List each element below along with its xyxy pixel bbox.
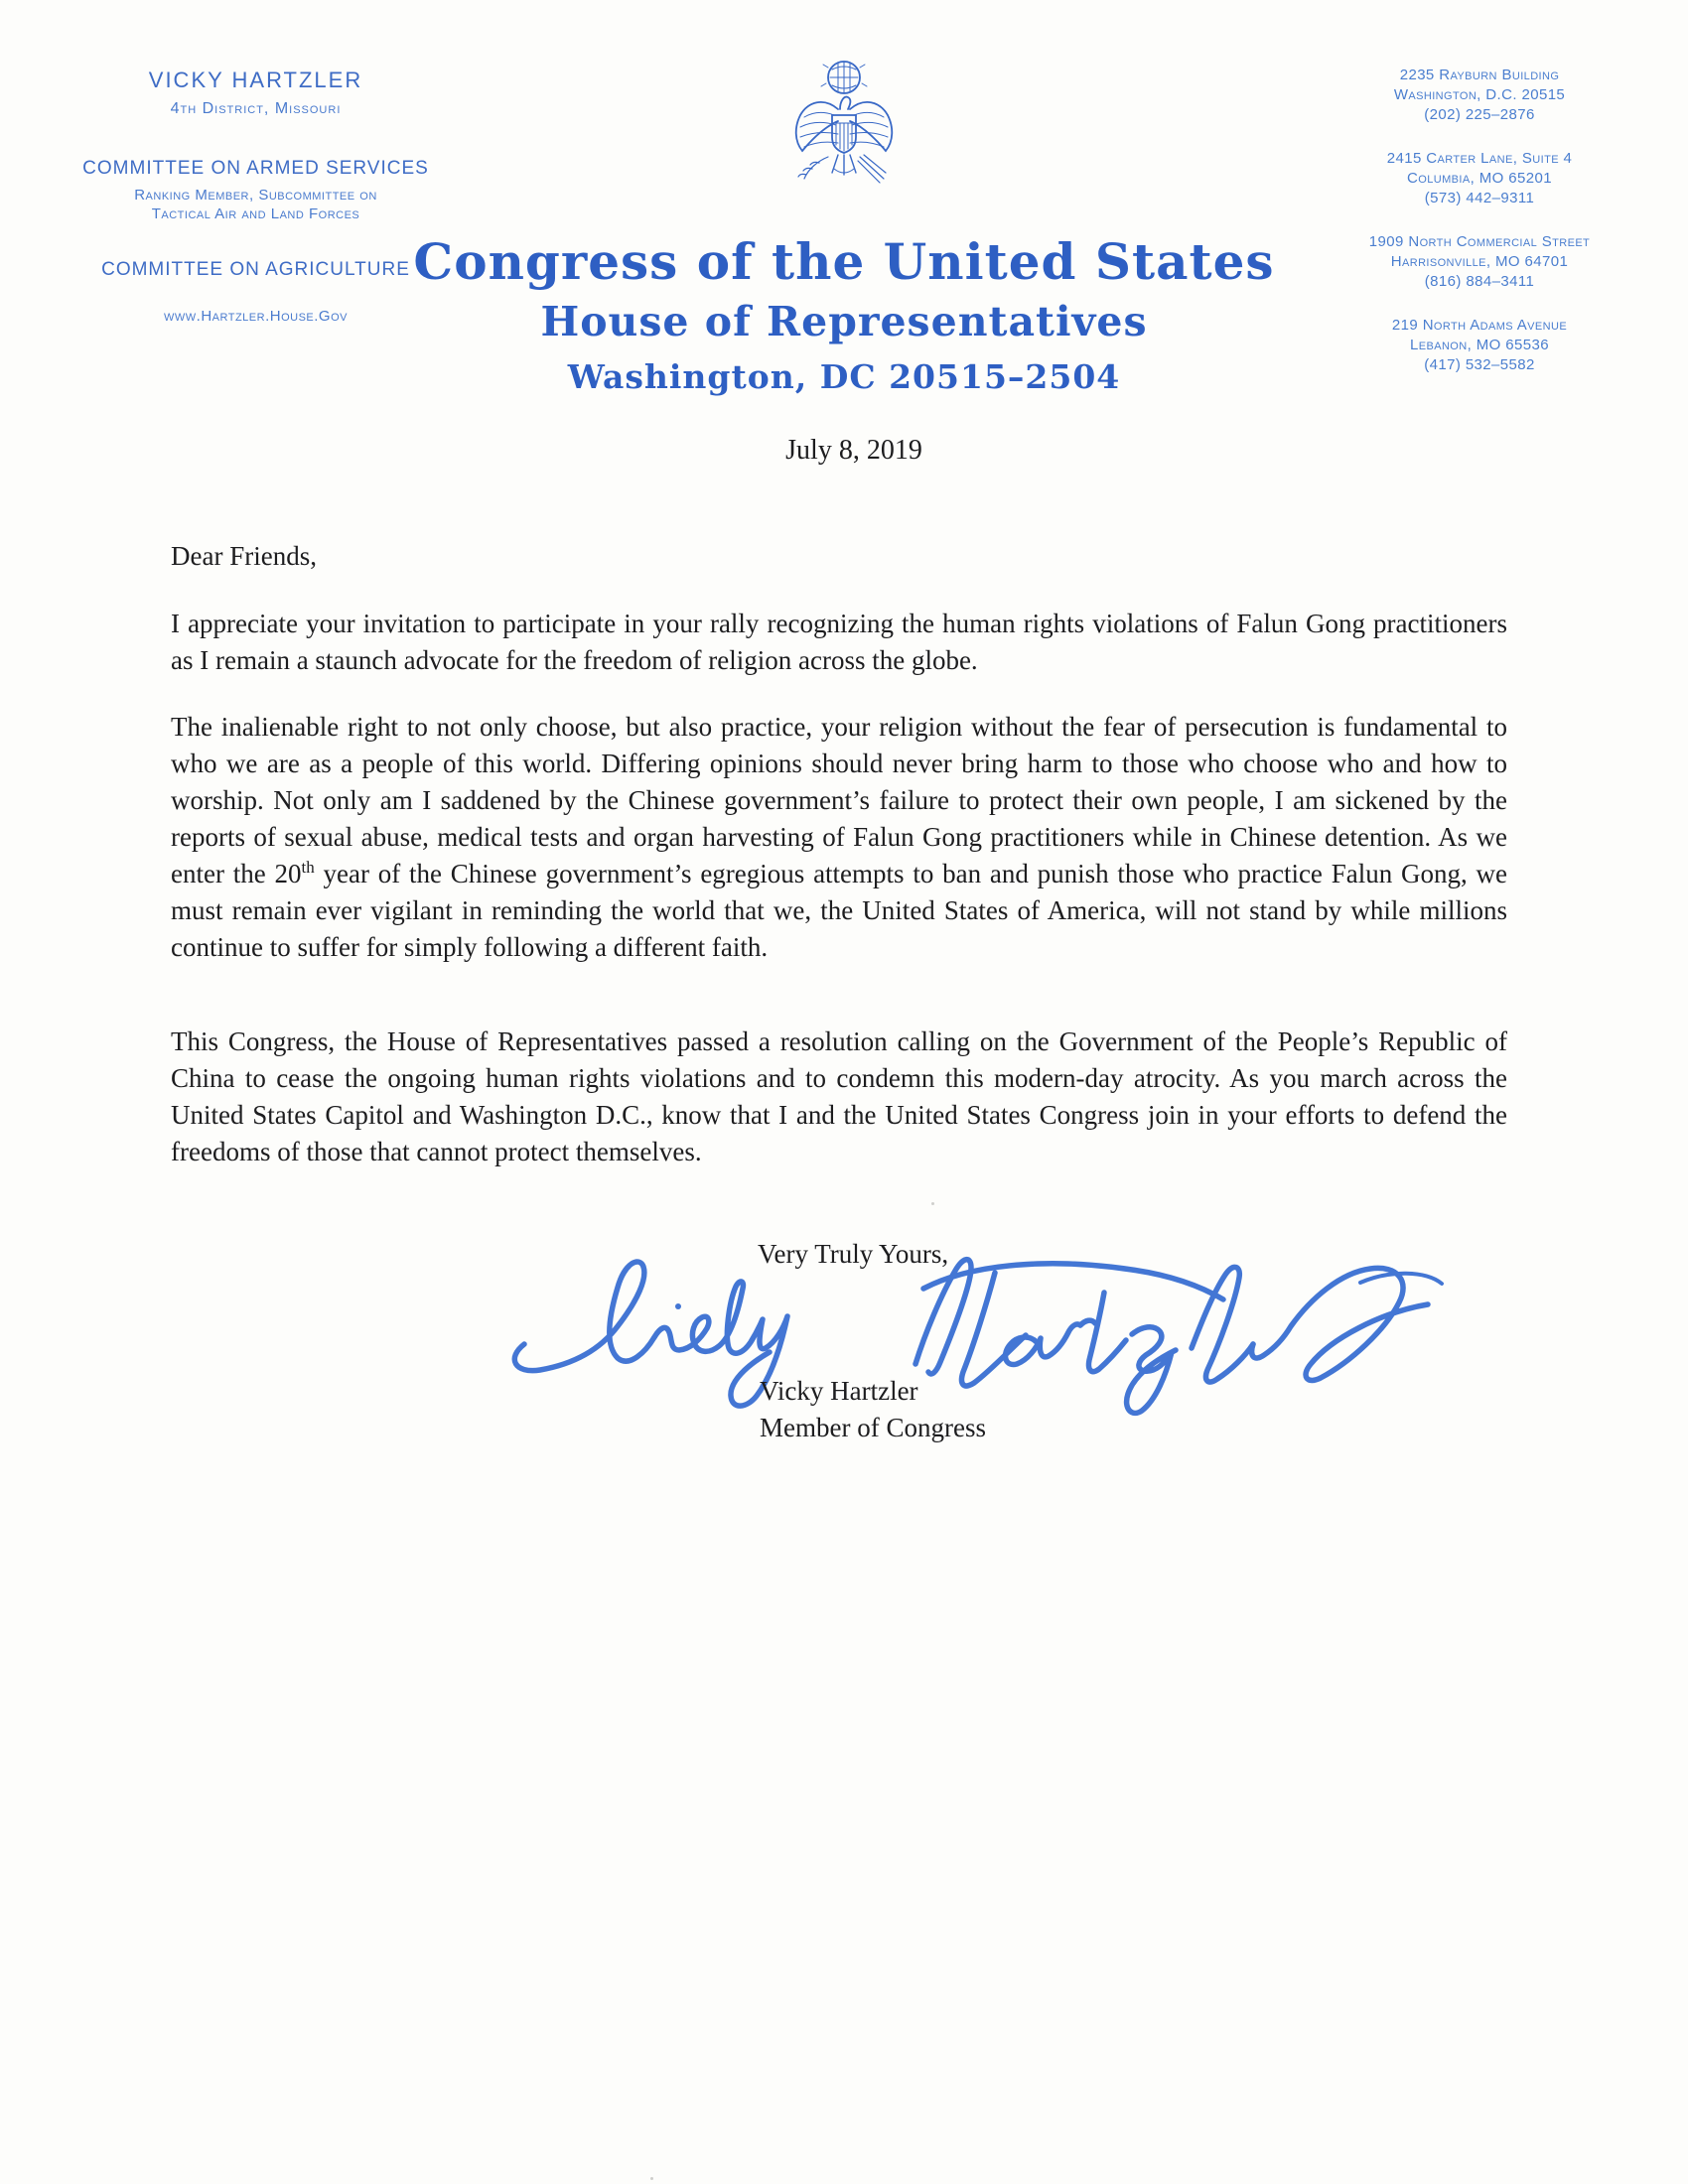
typed-signature-name: Vicky Hartzler bbox=[760, 1376, 918, 1406]
office-address-line: Lebanon, MO 65536 bbox=[1410, 337, 1549, 353]
office-address-line: Harrisonville, MO 64701 bbox=[1390, 253, 1569, 270]
valediction: Very Truly Yours, bbox=[758, 1239, 949, 1269]
office-columbia bbox=[1296, 149, 1663, 208]
congress-header-line3: Washington, DC 20515–2504 bbox=[567, 357, 1121, 396]
office-address-line: Columbia, MO 65201 bbox=[1407, 170, 1552, 187]
office-phone: (202) 225–2876 bbox=[1424, 106, 1535, 123]
letter-date: July 8, 2019 bbox=[785, 435, 922, 466]
member-district: 4th District, Missouri bbox=[170, 100, 342, 117]
scan-speck bbox=[931, 1202, 934, 1205]
salutation: Dear Friends, bbox=[171, 541, 317, 571]
paragraph-3: This Congress, the House of Representatives passed a resolution calling on the Government of the People’s Republic of China to cease the ongoing human rights violations and to condemn this modern-day atrocity. As you march across the United States Capitol and Washington D.C., know that I and the United States Congress join in your efforts to defend the freedoms of those that cannot protect themselves. bbox=[171, 1026, 1507, 1166]
handwritten-signature-vicky-hartzler bbox=[494, 1243, 1450, 1428]
paragraph-1: I appreciate your invitation to participate in your rally recognizing the human rights violations of Falun Gong practitioners as I remain a staunch advocate for the freedom of religion across the globe. bbox=[171, 609, 1507, 675]
office-phone: (816) 884–3411 bbox=[1424, 273, 1535, 290]
member-website: www.Hartzler.House.Gov bbox=[164, 308, 348, 325]
office-washington bbox=[1296, 66, 1663, 125]
congress-header-line2: House of Representatives bbox=[540, 298, 1148, 345]
congress-header-line1: Congress of the United States bbox=[413, 232, 1275, 291]
office-lebanon bbox=[1296, 316, 1663, 375]
committee-agriculture: COMMITTEE ON AGRICULTURE bbox=[101, 259, 410, 280]
office-phone: (417) 532–5582 bbox=[1424, 356, 1535, 373]
great-seal-eagle-icon bbox=[782, 58, 906, 214]
district-offices-block bbox=[1296, 66, 1663, 399]
paragraph-2-text: year of the Chinese government’s egregious attempts to ban and punish those who practice Falun Gong, we must remain ever vigilant in reminding the world that we, the United States of America, will not stand by while millions continue to suffer for simply following a different faith. bbox=[171, 859, 1507, 962]
committee-armed-services: COMMITTEE ON ARMED SERVICES bbox=[82, 158, 429, 179]
ordinal-superscript: th bbox=[301, 858, 315, 877]
office-address-line: 219 North Adams Avenue bbox=[1391, 317, 1568, 334]
paragraph-2-text: The inalienable right to not only choose, but also practice, your religion without the fear of persecution is fundamental to who we are as a people of this world. Differing opinions should never bring harm to those who choose who and how to worship. Not only am I saddened by the Chinese government’s failure to protect their own people, I am sickened by the reports of sexual abuse, medical tests and organ harvesting of Falun Gong practitioners while in Chinese detention. As we enter the 20 bbox=[171, 712, 1507, 888]
office-address-line: 1909 North Commercial Street bbox=[1368, 233, 1591, 250]
office-address-line: 2415 Carter Lane, Suite 4 bbox=[1386, 150, 1573, 167]
office-address-line: 2235 Rayburn Building bbox=[1399, 67, 1560, 83]
member-name: VICKY HARTZLER bbox=[148, 68, 363, 92]
armed-services-subcommittee-line1: Ranking Member, Subcommittee on bbox=[134, 187, 377, 204]
typed-signature-title: Member of Congress bbox=[760, 1413, 986, 1442]
paragraph-2 bbox=[171, 709, 1507, 966]
armed-services-subcommittee-line2: Tactical Air and Land Forces bbox=[151, 205, 360, 222]
office-address-line: Washington, D.C. 20515 bbox=[1393, 86, 1566, 103]
office-harrisonville bbox=[1296, 232, 1663, 292]
office-phone: (573) 442–9311 bbox=[1424, 190, 1535, 206]
scan-speck bbox=[650, 2177, 653, 2180]
